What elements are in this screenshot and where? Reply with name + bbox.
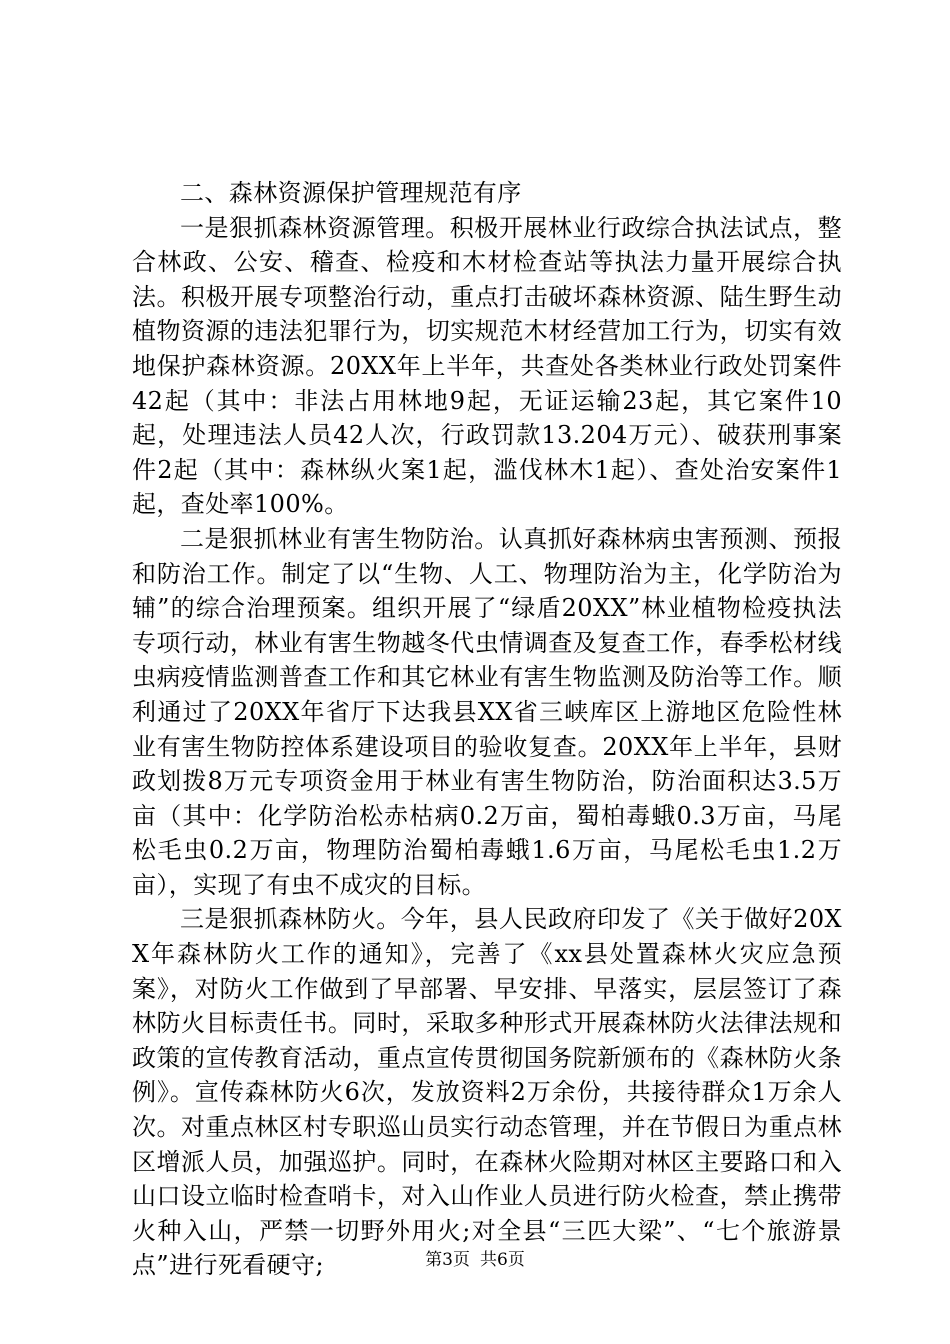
page-footer [0, 1249, 950, 1271]
paragraph-pest-control: 二是狠抓林业有害生物防治。认真抓好森林病虫害预测、预报和防治工作。制定了以“生物、人工、物理防治为主，化学防治为辅”的综合治理预案。组织开展了“绿盾20XX”林业植物检疫执法专项行动，林业有害生物越冬代虫情调查及复查工作，春季松材线虫病疫情监测普查工作和其它林业有害生物监测及防治等工作。顺利通过了20XX年省厅下达我县XX省三峡库区上游地区危险性林业有害生物防控体系建设项目的验收复查。20XX年上半年，县财政划拨8万元专项资金用于林业有害生物防治，防治面积达3.5万亩（其中：化学防治松赤枯病0.2万亩，蜀柏毒蛾0.3万亩，马尾松毛虫0.2万亩，物理防治蜀柏毒蛾1.6万亩，马尾松毛虫1.2万亩），实现了有虫不成灾的目标。 [132, 524, 842, 899]
paragraph-resource-management: 一是狠抓森林资源管理。积极开展林业行政综合执法试点，整合林政、公安、稽查、检疫和木材检查站等执法力量开展综合执法。积极开展专项整治行动，重点打击破坏森林资源、陆生野生动植物资源的违法犯罪行为，切实规范木材经营加工行为，切实有效地保护森林资源。20XX年上半年，共查处各类林业行政处罚案件42起（其中：非法占用林地9起，无证运输23起，其它案件10起，处理违法人员42人次，行政罚款13.204万元）、破获刑事案件2起（其中：森林纵火案1起，滥伐林木1起）、查处治安案件1起，查处率100%。 [132, 213, 842, 519]
paragraph-fire-prevention: 三是狠抓森林防火。今年，县人民政府印发了《关于做好20XX年森林防火工作的通知》，完善了《xx县处置森林火灾应急预案》，对防火工作做到了早部署、早安排、早落实，层层签订了森林防火目标责任书。同时，采取多种形式开展森林防火法律法规和政策的宣传教育活动，重点宣传贯彻国务院新颁布的《森林防火条例》。宣传森林防火6次，发放资料2万余份，共接待群众1万余人次。对重点林区村专职巡山员实行动态管理，并在节假日为重点林区增派人员，加强巡护。同时，在森林火险期对林区主要路口和入山口设立临时检查哨卡，对入山作业人员进行防火检查，禁止携带火种入山，严禁一切野外用火;对全县“三匹大梁”、“七个旅游景点”进行死看硬守; [132, 905, 842, 1280]
page-number-current: 第3页 [425, 1250, 470, 1270]
page-number-total: 共6页 [480, 1250, 525, 1270]
document-body [132, 176, 842, 1283]
section-heading: 二、森林资源保护管理规范有序 [180, 179, 522, 207]
